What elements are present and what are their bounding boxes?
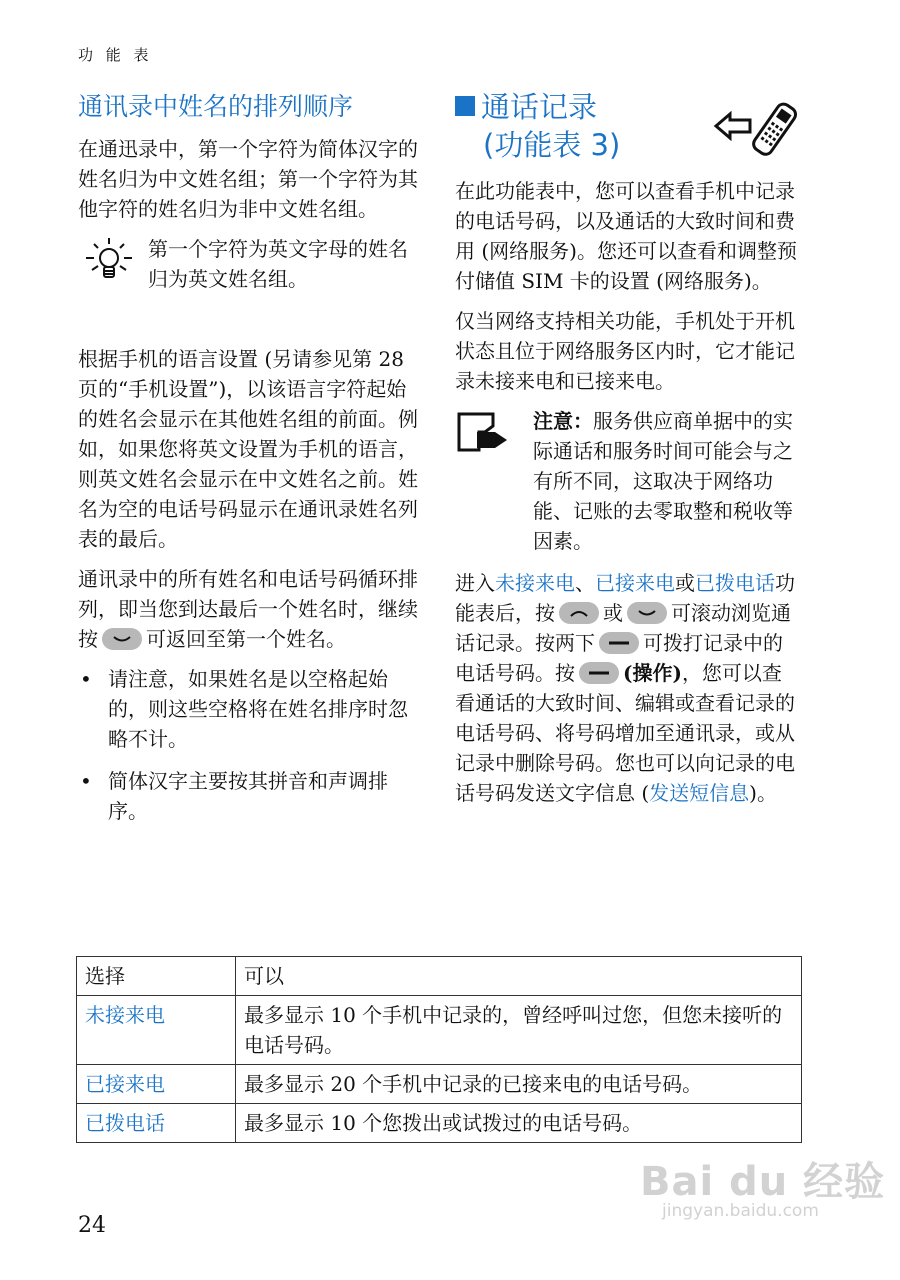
left-column [78,88,418,838]
link-received-calls[interactable]: 已接来电 [595,571,675,595]
scroll-down-key-icon [627,602,667,624]
running-header: 功 能 表 [78,46,153,64]
table-cell-option[interactable]: 已接来电 [77,1065,236,1104]
scroll-up-key-icon [559,602,599,624]
paragraph-call-log-usage: 进入未接来电、已接来电或已拨电话功能表后，按 或 可滚动浏览通话记录。按两下 可拨打记录中的电话号码。按 (操作)，您可以查看通话的大致时间、编辑或查看记录的电话号码、将号码增加至通讯录，或从记录中删除号码。您也可以向记录的电话号码发送文字信息 (发送短信息)。 [455,571,795,805]
table-cell-description: 最多显示 10 个手机中记录的，曾经呼叫过您，但您未接听的电话号码。 [236,996,802,1065]
table-row [77,1104,802,1143]
note-box [455,406,800,556]
paragraph: 仅当网络支持相关功能，手机处于开机状态且位于网络服务区内时，它才能记录未接来电和已接来电。 [455,309,795,393]
paragraph: 通讯录中的所有姓名和电话号码循环排列，即当您到达最后一个姓名时，继续按 可返回至第一个姓名。 [78,567,418,651]
watermark-brand: Bai du 经验 [640,1159,886,1205]
lightbulb-tip-icon [78,234,148,298]
bullet-list [78,664,418,826]
paragraph: 在通迅录中，第一个字符为简体汉字的姓名归为中文姓名组；第一个字符为其他字符的姓名归为非中文姓名组。 [78,137,418,221]
section-heading-menu-number: (功能表 3) [483,128,621,162]
link-missed-calls[interactable]: 未接来电 [495,571,575,595]
section-heading-name-order: 通讯录中姓名的排列顺序 [78,92,354,121]
note-text: 注意：服务供应商单据中的实际通话和服务时间可能会与之有所不同，这取决于网络功能、记账的去零取整和税收等因素。 [533,409,793,553]
link-dialed-numbers[interactable]: 已拨电话 [695,571,775,595]
table-row [77,996,802,1065]
call-log-options-table [76,956,802,1143]
table-header-row [77,957,802,996]
list-item: • 简体汉字主要按其拼音和声调排序。 [78,766,418,826]
page-number: 24 [78,1213,106,1238]
selection-key-icon [579,662,619,684]
note-icon [455,406,533,556]
scroll-down-key-icon [102,628,142,650]
table-header: 可以 [236,957,802,996]
link-send-message[interactable]: 发送短信息 [649,781,750,805]
heading-square-icon [455,96,475,116]
table-cell-option[interactable]: 未接来电 [77,996,236,1065]
watermark-url: jingyan.baidu.com [662,1201,819,1221]
tip-box [78,234,418,298]
section-heading-call-log: 通话记录 [455,88,800,126]
table-cell-description: 最多显示 20 个手机中记录的已接来电的电话号码。 [236,1065,802,1104]
list-item: • 请注意，如果姓名是以空格起始的，则这些空格将在姓名排序时忽略不计。 [78,664,418,754]
right-column [455,88,800,818]
table-cell-description: 最多显示 10 个您拨出或试拨过的电话号码。 [236,1104,802,1143]
table-row [77,1065,802,1104]
paragraph: 根据手机的语言设置 (另请参见第 28 页的“手机设置”)，以该语言字符起始的姓名会显示在其他姓名组的前面。例如，如果您将英文设置为手机的语言，则英文姓名会显示在中文姓名之前。姓名为空的电话号码显示在通讯录姓名列表的最后。 [78,347,418,551]
call-log-phone-icon [712,100,800,164]
watermark [640,1150,885,1221]
table-header: 选择 [77,957,236,996]
selection-key-icon [599,632,639,654]
tip-text: 第一个字符为英文字母的姓名归为英文姓名组。 [148,237,408,291]
table-cell-option[interactable]: 已拨电话 [77,1104,236,1143]
paragraph: 在此功能表中，您可以查看手机中记录的电话号码，以及通话的大致时间和费用 (网络服务)。您还可以查看和调整预付储值 SIM 卡的设置 (网络服务)。 [455,179,797,293]
